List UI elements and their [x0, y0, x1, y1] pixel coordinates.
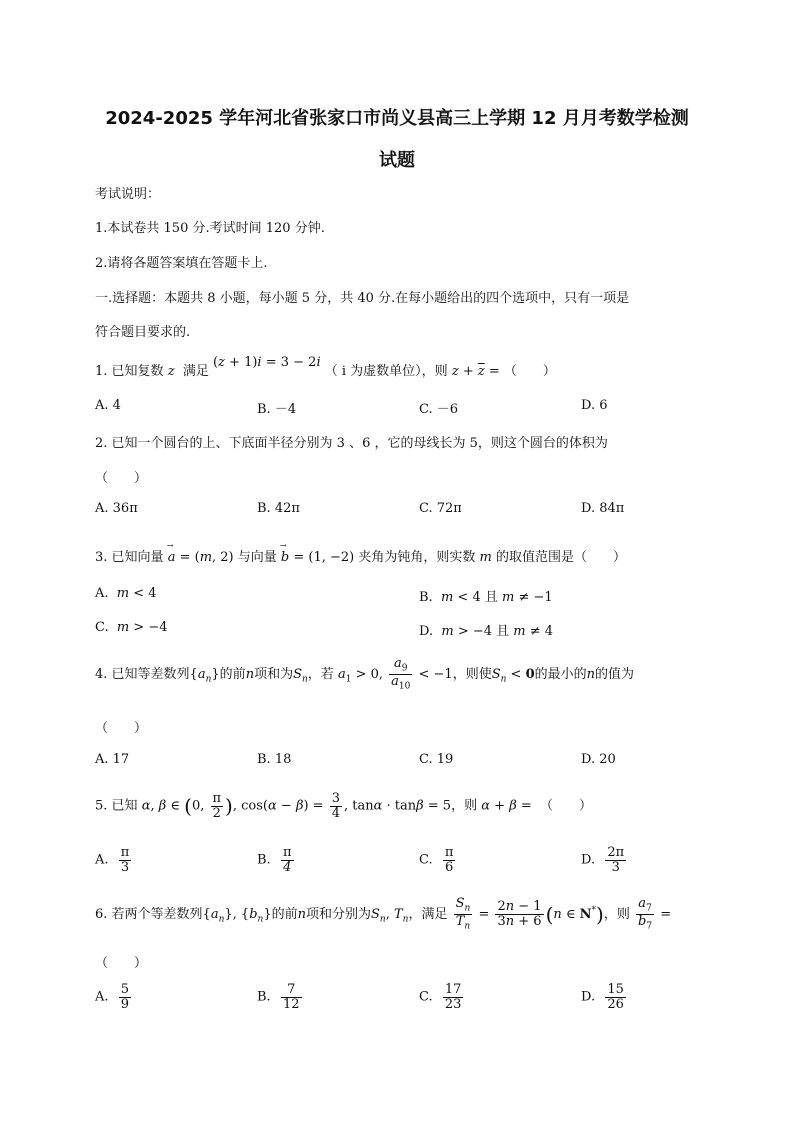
q4-fraction: $\frac{a_9}{a_{10}}$ — [391, 656, 411, 692]
q3-prefix: 3. 已知向量 — [95, 550, 164, 565]
question-6: 6. 若两个等差数列$\{a_n\}$, $\{b_n\}$的前n项和分别为$S_n$, $T_n$，满足 $\frac{S_n}{T_n}$ = $\frac{2n - 1}{3n + 6}$ (n ∈ N*)，则 $\frac{a_7}{b_7}$ = — [95, 896, 672, 932]
q4-prefix: 4. 已知等差数列 — [95, 667, 190, 683]
q3-mid: 与向量 — [237, 550, 277, 565]
q3-vector-b: → b — [281, 550, 289, 565]
q1-option-d: D. 6 — [581, 398, 608, 413]
q6-ratio: $\frac{S_n}{T_n}$ — [455, 896, 471, 932]
question-3: 3. 已知向量 → a = (m, 2) 与向量 → b = (1, −2) 夹角为钝角，则实数 m 的取值范围是（ ） — [95, 546, 626, 565]
q4-paren: （ ） — [95, 721, 148, 736]
q3-tail: 夹角为钝角，则实数 — [358, 550, 476, 565]
question-4: 4. 已知等差数列$\{a_n\}$的前n项和为$S_n$，若 $a_1 > 0$, $\frac{a_9}{a_{10}}$ < −1，则使$S_n < 0$的最小的n的值为 — [95, 656, 635, 692]
q1-option-b: B. －4 — [257, 402, 297, 417]
q3-tail2: 的取值范围是（ ） — [496, 550, 627, 565]
section-heading-cont: 符合题目要求的. — [95, 325, 191, 340]
exam-title-line1: 2024-2025 学年河北省张家口市尚义县高三上学期 12 月月考数学检测 — [105, 108, 689, 129]
instruction-2: 2.请将各题答案填在答题卡上. — [95, 256, 268, 271]
q5-pi-half: $\frac{\pi}{2}$ — [212, 791, 222, 821]
q1-option-c: C. －6 — [419, 402, 459, 417]
q1-option-a: A. 4 — [95, 398, 121, 413]
q1-prefix: 1. 已知复数 — [95, 364, 164, 379]
q5-option-a: A. $\frac{\pi}{3}$ — [95, 845, 130, 875]
q5-paren: （ ） — [540, 798, 593, 814]
q6-option-b: B. $\frac{7}{12}$ — [257, 982, 300, 1012]
q4-option-a: A. 17 — [95, 752, 130, 767]
q5-three-quarters: $\frac{3}{4}$ — [331, 791, 340, 821]
q6-option-d: D. $\frac{15}{26}$ — [581, 982, 624, 1012]
instruction-1: 1.本试卷共 150 分.考试时间 120 分钟. — [95, 221, 325, 236]
q3-vector-a: → a — [168, 550, 176, 565]
question-5: 5. 已知 α, β ∈ (0, $\frac{\pi}{2}$ ), cos(α − β) = $\frac{3}{4}$ , tanα · tanβ = 5，则 α + β = （ ） — [95, 791, 593, 821]
q1-note: （ i 为虚数单位），则 — [324, 364, 448, 379]
instructions-heading: 考试说明： — [95, 187, 161, 202]
q2-option-d: D. 84π — [581, 501, 625, 516]
q1-paren: （ ） — [503, 364, 556, 379]
q1-equation: (z + 1)i = 3 − 2i — [212, 355, 321, 370]
q6-option-c: C. $\frac{17}{23}$ — [419, 982, 462, 1012]
question-2: 2. 已知一个圆台的上、下底面半径分别为 3 、6 ，它的母线长为 5，则这个圆台的体积为 — [95, 436, 608, 451]
q5-option-c: C. $\frac{\pi}{6}$ — [419, 845, 454, 875]
section-heading: 一.选择题：本题共 8 小题，每小题 5 分，共 40 分.在每小题给出的四个选项中，只有一项是 — [95, 291, 630, 306]
q4-option-b: B. 18 — [257, 752, 292, 767]
q6-option-a: A. $\frac{5}{9}$ — [95, 982, 130, 1012]
q6-prefix: 6. 若两个等差数列 — [95, 907, 203, 923]
q1-z: z — [167, 364, 175, 379]
q6-paren: （ ） — [95, 956, 148, 971]
q2-option-b: B. 42π — [257, 501, 300, 516]
q5-option-d: D. $\frac{2\pi}{3}$ — [581, 845, 625, 875]
q4-option-d: D. 20 — [581, 752, 616, 767]
q3-option-c: C. m > −4 — [95, 620, 168, 635]
question-1: 1. 已知复数 z 满足 (z + 1)i = 3 − 2i （ i 为虚数单位），则 $z + \overline{z}$ = （ ） — [95, 355, 556, 379]
q2-option-a: A. 36π — [95, 501, 138, 516]
q2-paren: （ ） — [95, 471, 148, 486]
q3-option-d: D. m > −4 且 m ≠ 4 — [419, 624, 554, 639]
q6-target: $\frac{a_7}{b_7}$ — [638, 896, 653, 932]
q1-expr: z — [451, 364, 459, 379]
q4-option-c: C. 19 — [419, 752, 454, 767]
q6-formula: $\frac{2n - 1}{3n + 6}$ — [497, 899, 542, 930]
q5-prefix: 5. 已知 — [95, 798, 138, 814]
exam-title-line2: 试题 — [379, 150, 415, 171]
q3-option-b: B. m < 4 且 m ≠ −1 — [419, 590, 553, 605]
q1-satisfy: 满足 — [182, 364, 209, 379]
q3-option-a: A. m < 4 — [95, 586, 157, 601]
q5-option-b: B. $\frac{\pi}{4}$ — [257, 845, 292, 875]
q2-option-c: C. 72π — [419, 501, 462, 516]
